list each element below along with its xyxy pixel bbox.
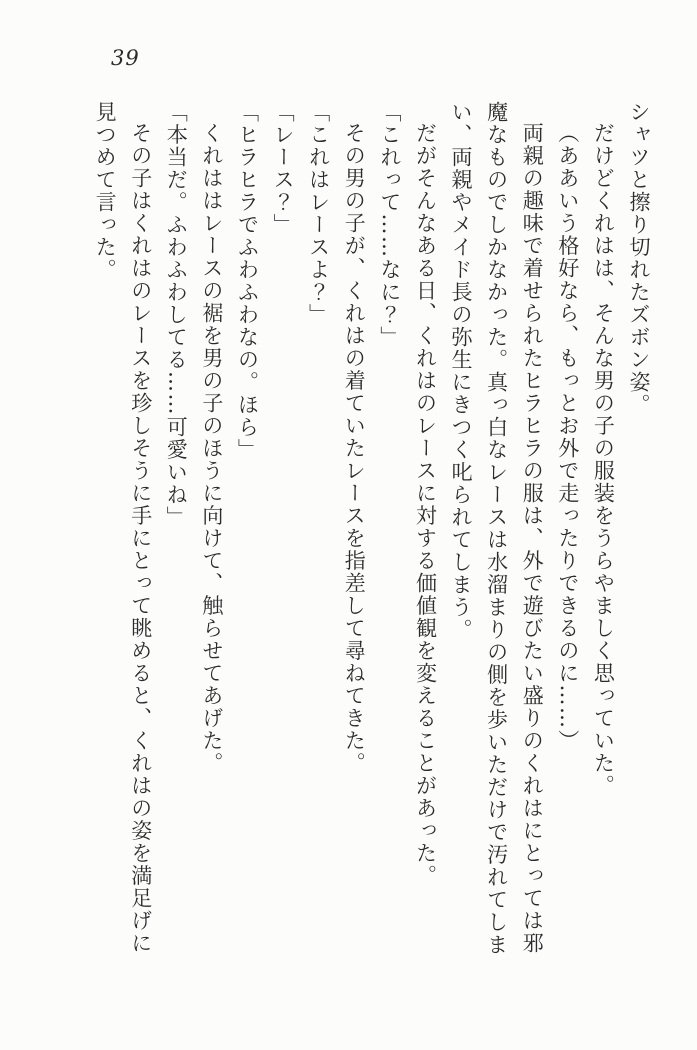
paragraph: 両親の趣味で着せられたヒラヒラの服は、外で遊びたい盛りのくれはにとっては邪魔なものでしかなかった。真っ白なレースは水溜まりの側を歩いただけで汚れてしまい、両親やメイド長の弥生にきつく叱られてしまう。: [449, 101, 545, 956]
paragraph: （ああいう格好なら、もっとお外で走ったりできるのに……）: [555, 122, 580, 752]
paragraph: 「これはレースよ？」: [306, 101, 331, 326]
paragraph: くれははレースの裾を男の子のほうに向けて、触らせてあげた。: [199, 122, 224, 775]
paragraph: 「本当だ。ふわふわしてる……可愛いね」: [164, 101, 189, 529]
paragraph: だがそんなある日、くれはのレースに対する価値観を変えることがあった。: [413, 122, 438, 887]
vertical-text-block: [84, 101, 656, 958]
paragraph: その男の子が、くれはの着ていたレースを指差して尋ねてきた。: [342, 122, 367, 775]
page-number: 39: [111, 46, 140, 70]
paragraph: 「ヒラヒラでふわふわなの。ほら」: [235, 101, 260, 461]
paragraph: 「レース？」: [271, 101, 296, 236]
paragraph: だけどくれはは、そんな男の子の服装をうらやましく思っていた。: [591, 122, 616, 797]
paragraph: シャツと擦り切れたズボン姿。: [627, 101, 651, 416]
paragraph: その子はくれはのレースを珍しそうに手にとって眺めると、くれはの姿を満足げに見つめて言った。: [93, 101, 153, 955]
paragraph: 「これって……なに？」: [377, 101, 402, 349]
